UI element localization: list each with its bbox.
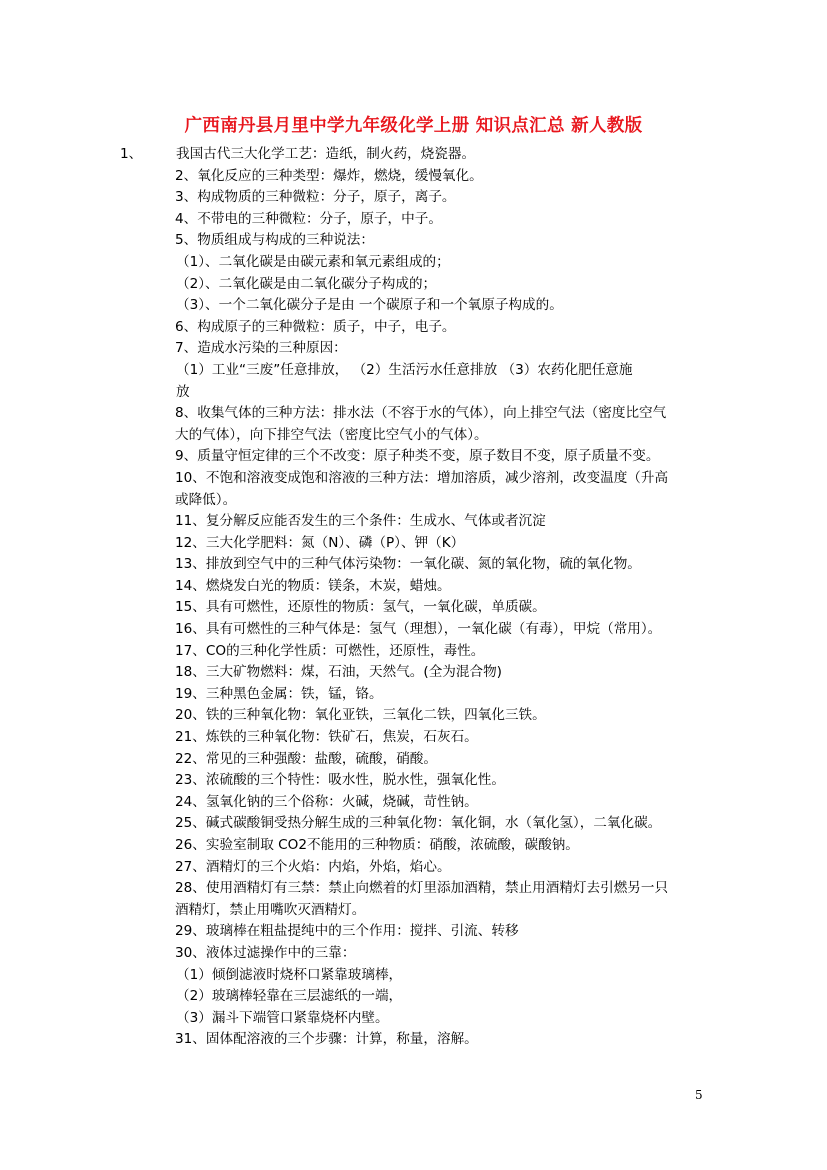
list-line: 23、浓硫酸的三个特性：吸水性，脱水性，强氧化性。 xyxy=(175,772,505,789)
list-line: 15、具有可燃性，还原性的物质：氢气，一氧化碳，单质碳。 xyxy=(175,599,546,616)
list-line: 4、不带电的三种微粒：分子，原子，中子。 xyxy=(175,210,442,227)
list-line: 6、构成原子的三种微粒：质子，中子，电子。 xyxy=(175,318,456,335)
list-line: 3、构成物质的三种微粒：分子，原子，离子。 xyxy=(175,189,456,206)
list-line: 30、液体过滤操作中的三靠： xyxy=(175,944,356,961)
list-line: 放 xyxy=(176,383,190,400)
list-line: 25、碱式碳酸铜受热分解生成的三种氧化物：氧化铜，水（氧化氢），二氧化碳。 xyxy=(175,815,662,832)
list-line: 13、排放到空气中的三种气体污染物：一氧化碳、氮的氧化物，硫的氧化物。 xyxy=(175,556,641,573)
list-line: 5、物质组成与构成的三种说法： xyxy=(175,232,374,249)
list-line: （3）漏斗下端管口紧靠烧杯内壁。 xyxy=(176,1009,389,1026)
knowledge-list xyxy=(120,144,710,1051)
list-line: 22、常见的三种强酸：盐酸，硫酸，硝酸。 xyxy=(175,750,437,767)
list-line: （1）工业“三废”任意排放， （2）生活污水任意排放 （3）农药化肥任意施 xyxy=(176,361,633,378)
list-line: 29、玻璃棒在粗盐提纯中的三个作用：搅拌、引流、转移 xyxy=(175,923,519,940)
item-number: 1、 xyxy=(120,146,143,162)
list-line: 18、三大矿物燃料：煤，石油，天然气。(全为混合物) xyxy=(175,664,502,681)
list-line: （3）、一个二氧化碳分子是由 一个碳原子和一个氧原子构成的。 xyxy=(176,297,563,314)
list-line: （2）、二氧化碳是由二氧化碳分子构成的； xyxy=(176,275,437,292)
page-number: 5 xyxy=(695,1088,703,1102)
list-line: 26、实验室制取 CO2不能用的三种物质：硝酸，浓硫酸，碳酸钠。 xyxy=(175,837,579,853)
list-line: 2、氧化反应的三种类型：爆炸，燃烧，缓慢氧化。 xyxy=(175,167,483,184)
list-line: 11、复分解反应能否发生的三个条件：生成水、气体或者沉淀 xyxy=(175,513,546,530)
document-title: 广西南丹县月里中学九年级化学上册 知识点汇总 新人教版 xyxy=(184,116,643,136)
item-text: 我国古代三大化学工艺：造纸，制火药，烧瓷器。 xyxy=(176,146,476,162)
list-line: 大的气体），向下排空气法（密度比空气小的气体）。 xyxy=(175,426,488,443)
list-line: （2）玻璃棒轻靠在三层滤纸的一端， xyxy=(176,988,403,1005)
list-line: 12、三大化学肥料：氮（N）、磷（P）、钾（K） xyxy=(175,534,465,551)
list-line: 16、具有可燃性的三种气体是：氢气（理想），一氧化碳（有毒），甲烷（常用）。 xyxy=(175,621,662,638)
list-line: 14、燃烧发白光的物质：镁条，木炭，蜡烛。 xyxy=(175,577,451,594)
list-line: 9、质量守恒定律的三个不改变：原子种类不变，原子数目不变，原子质量不变。 xyxy=(175,448,660,465)
list-line: 17、CO的三种化学性质：可燃性，还原性，毒性。 xyxy=(175,642,485,659)
list-line: 19、三种黑色金属：铁，锰，铬。 xyxy=(175,685,383,702)
list-line: 或降低）。 xyxy=(175,491,237,508)
list-line: 酒精灯，禁止用嘴吹灭酒精灯。 xyxy=(175,901,366,918)
list-line: 20、铁的三种氧化物：氧化亚铁，三氧化二铁，四氧化三铁。 xyxy=(175,707,546,724)
list-line: 31、固体配溶液的三个步骤：计算，称量，溶解。 xyxy=(175,1031,478,1048)
list-line: 10、不饱和溶液变成饱和溶液的三种方法：增加溶质，减少溶剂，改变温度（升高 xyxy=(175,469,669,486)
list-line: 28、使用酒精灯有三禁：禁止向燃着的灯里添加酒精，禁止用酒精灯去引燃另一只 xyxy=(175,880,669,897)
list-line: 24、氢氧化钠的三个俗称：火碱，烧碱，苛性钠。 xyxy=(175,793,478,810)
list-line: （1）、二氧化碳是由碳元素和氧元素组成的； xyxy=(176,253,450,270)
list-line: （1）倾倒滤液时烧杯口紧靠玻璃棒， xyxy=(176,966,403,983)
list-line: 7、造成水污染的三种原因： xyxy=(175,340,347,357)
list-line: 27、酒精灯的三个火焰：内焰，外焰，焰心。 xyxy=(175,858,451,875)
list-item-1 xyxy=(120,144,710,166)
list-line: 21、炼铁的三种氧化物：铁矿石，焦炭，石灰石。 xyxy=(175,729,478,746)
list-line: 8、收集气体的三种方法：排水法（不容于水的气体），向上排空气法（密度比空气 xyxy=(175,405,667,422)
